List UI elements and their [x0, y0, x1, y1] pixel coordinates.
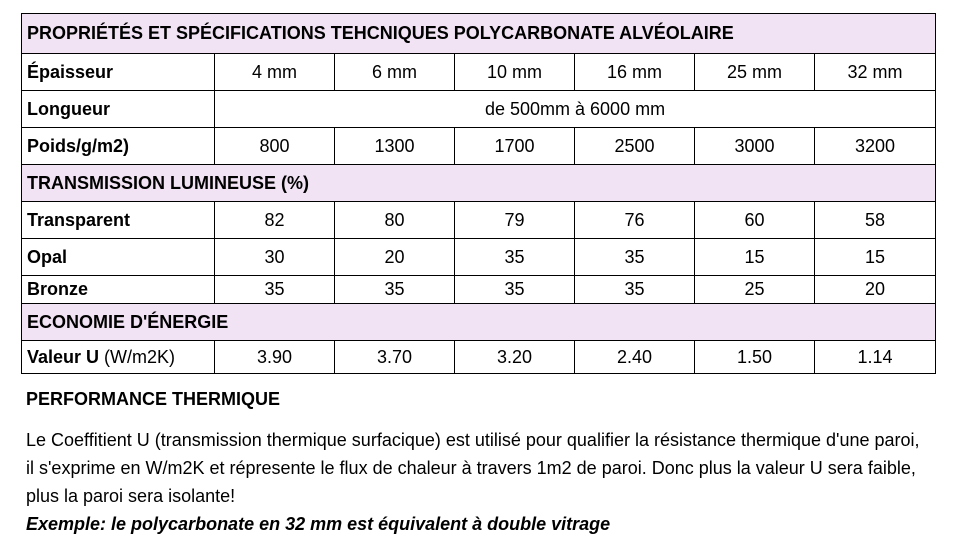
table-cell: 35: [215, 276, 335, 304]
table-cell: 35: [335, 276, 455, 304]
table-cell: 32 mm: [815, 54, 936, 91]
table-cell: 3.20: [455, 341, 575, 374]
table-cell: 6 mm: [335, 54, 455, 91]
bronze-label: Bronze: [22, 276, 215, 304]
table-cell: 3200: [815, 128, 936, 165]
table-cell: 1.14: [815, 341, 936, 374]
performance-title: PERFORMANCE THERMIQUE: [26, 389, 281, 409]
table-cell: 2.40: [575, 341, 695, 374]
performance-text: Le Coeffitient U (transmission thermique surfacique) est utilisé pour qualifier la résistance thermique d'une paroi, il s'exprime en W/m2K et répresente le flux de chaleur à travers 1m2 de paroi. Donc plus la valeur U sera faible, plus la paroi sera isolante!: [26, 430, 920, 506]
u-value-label-text: Valeur U: [27, 346, 100, 367]
length-value: de 500mm à 6000 mm: [215, 91, 936, 128]
length-label: Longueur: [22, 91, 215, 128]
table-cell: 1300: [335, 128, 455, 165]
thickness-row: [22, 54, 936, 91]
table-cell: 16 mm: [575, 54, 695, 91]
spec-table: [21, 13, 936, 374]
opal-row: [22, 239, 936, 276]
table-cell: 35: [575, 276, 695, 304]
table-cell: 60: [695, 202, 815, 239]
weight-label: Poids/g/m2): [22, 128, 215, 165]
u-value-row: [22, 341, 936, 374]
energy-header: ECONOMIE D'ÉNERGIE: [22, 304, 936, 341]
table-cell: 80: [335, 202, 455, 239]
weight-row: [22, 128, 936, 165]
opal-label: Opal: [22, 239, 215, 276]
table-cell: 3.70: [335, 341, 455, 374]
table-cell: 76: [575, 202, 695, 239]
performance-example: Exemple: le polycarbonate en 32 mm est équivalent à double vitrage: [26, 514, 611, 534]
table-cell: 1.50: [695, 341, 815, 374]
length-row: [22, 91, 936, 128]
table-cell: 4 mm: [215, 54, 335, 91]
spec-document: [21, 13, 935, 538]
table-cell: 35: [455, 239, 575, 276]
u-value-label: [22, 341, 215, 374]
table-cell: 20: [335, 239, 455, 276]
table-cell: 79: [455, 202, 575, 239]
table-cell: 35: [575, 239, 695, 276]
table-cell: 15: [695, 239, 815, 276]
table-cell: 3000: [695, 128, 815, 165]
transparent-label: Transparent: [22, 202, 215, 239]
table-cell: 35: [455, 276, 575, 304]
table-cell: 25 mm: [695, 54, 815, 91]
table-title: PROPRIÉTÉS ET SPÉCIFICATIONS TEHCNIQUES POLYCARBONATE ALVÉOLAIRE: [22, 14, 936, 54]
table-cell: 800: [215, 128, 335, 165]
table-cell: 82: [215, 202, 335, 239]
transmission-header-row: [22, 165, 936, 202]
table-cell: 3.90: [215, 341, 335, 374]
u-value-unit: (W/m2K): [99, 346, 176, 367]
table-cell: 30: [215, 239, 335, 276]
table-cell: 20: [815, 276, 936, 304]
title-row: [22, 14, 936, 54]
table-cell: 58: [815, 202, 936, 239]
table-cell: 15: [815, 239, 936, 276]
energy-header-row: [22, 304, 936, 341]
table-cell: 10 mm: [455, 54, 575, 91]
transparent-row: [22, 202, 936, 239]
table-cell: 1700: [455, 128, 575, 165]
performance-section: [21, 426, 926, 538]
table-cell: 25: [695, 276, 815, 304]
thickness-label: Épaisseur: [22, 54, 215, 91]
bronze-row: [22, 276, 936, 304]
transmission-header: TRANSMISSION LUMINEUSE (%): [22, 165, 936, 202]
table-cell: 2500: [575, 128, 695, 165]
